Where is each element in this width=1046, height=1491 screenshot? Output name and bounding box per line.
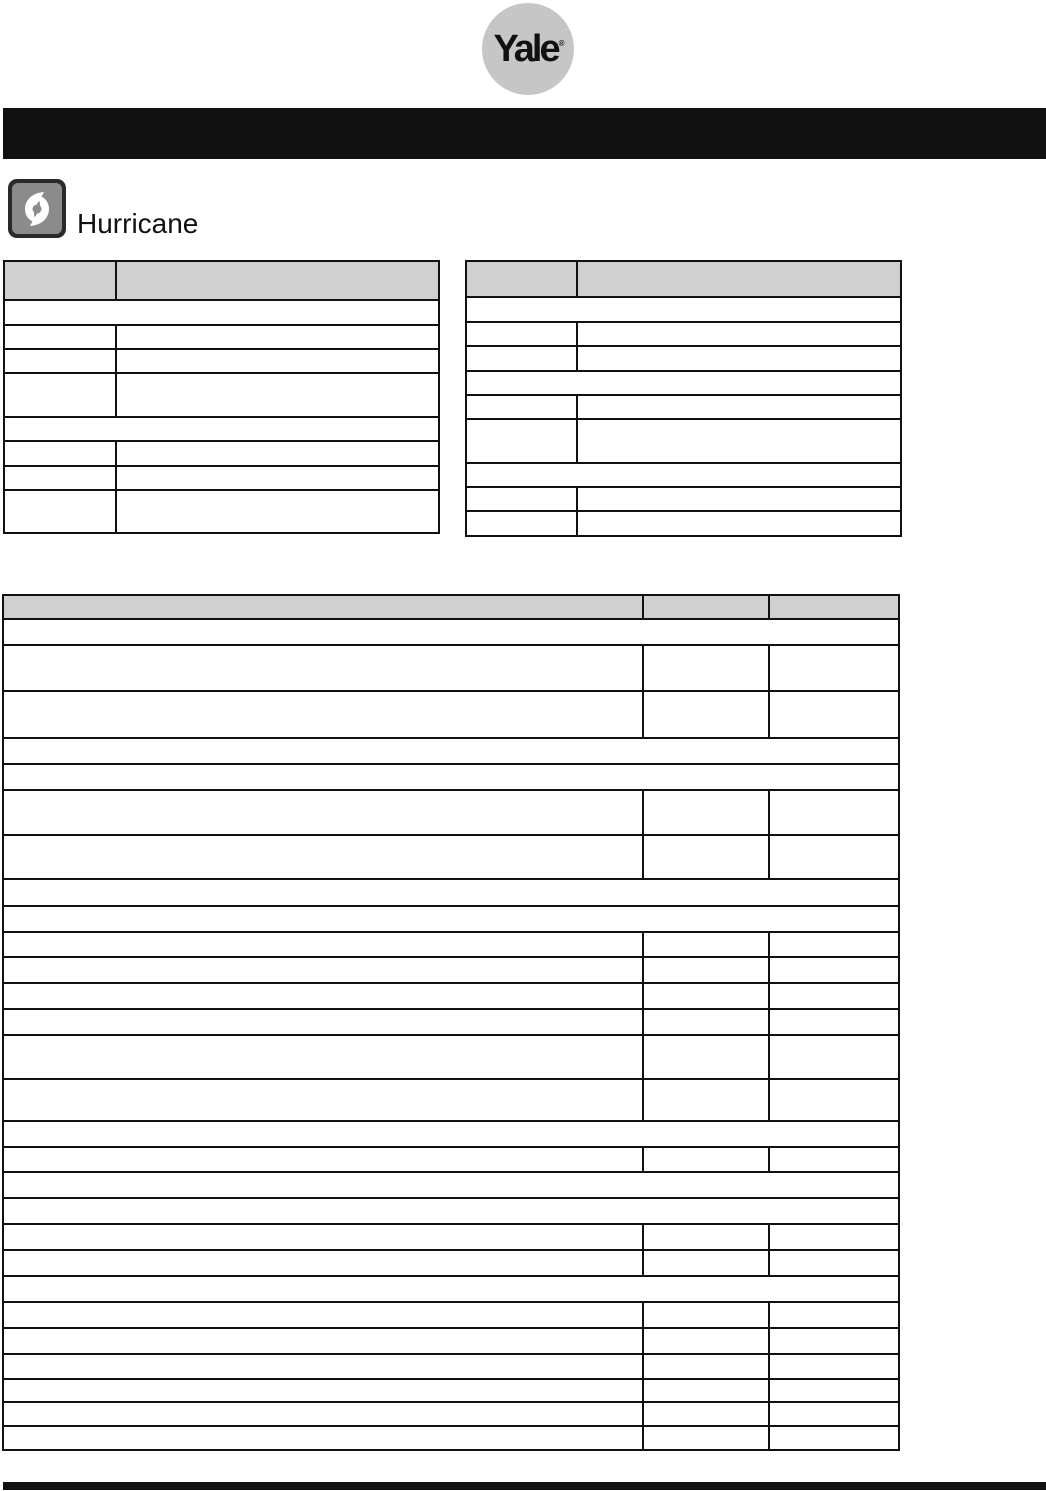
table-cell [3, 957, 643, 983]
table-cell [769, 1250, 899, 1276]
table-cell [466, 419, 577, 463]
part-row [3, 1328, 899, 1354]
spec-row [466, 419, 901, 463]
table-cell [466, 261, 577, 297]
table-cell [4, 417, 439, 441]
table-cell [769, 1354, 899, 1379]
part-row [3, 1402, 899, 1426]
table-cell [643, 1402, 769, 1426]
hurricane-badge [8, 179, 66, 238]
table-cell [116, 349, 439, 373]
spec-row [4, 349, 439, 373]
part-row [3, 932, 899, 957]
table-cell [4, 325, 116, 349]
part-row [3, 983, 899, 1009]
part-row [3, 1302, 899, 1328]
table-cell [643, 645, 769, 691]
table-cell [116, 325, 439, 349]
table-cell [3, 879, 899, 906]
table-cell [3, 595, 643, 619]
table-cell [769, 1224, 899, 1250]
part-row [3, 1009, 899, 1035]
table-cell [4, 349, 116, 373]
part-row [3, 691, 899, 738]
table-cell [643, 983, 769, 1009]
table-cell [3, 983, 643, 1009]
table-cell [3, 738, 899, 764]
spec-row [4, 466, 439, 490]
spec-row [466, 511, 901, 536]
part-row-section-row [3, 1198, 899, 1224]
table-cell [769, 645, 899, 691]
table-cell [643, 1147, 769, 1172]
table-cell [3, 835, 643, 879]
yale-logo [482, 3, 574, 95]
table-cell [3, 1035, 643, 1079]
table-cell [3, 1328, 643, 1354]
table-cell [643, 1250, 769, 1276]
table-cell [466, 346, 577, 371]
spec-row [466, 322, 901, 346]
table-cell [3, 1379, 643, 1402]
part-row-section-row [3, 1172, 899, 1198]
table-cell [3, 790, 643, 835]
table-cell [3, 1147, 643, 1172]
part-row [3, 957, 899, 983]
part-row [3, 1147, 899, 1172]
table-cell [643, 691, 769, 738]
table-cell [3, 1172, 899, 1198]
logo-brand: Yale [493, 27, 558, 70]
table-cell [769, 1147, 899, 1172]
part-row [3, 790, 899, 835]
table-cell [3, 1121, 899, 1147]
part-row-section-row [3, 764, 899, 790]
table-cell [643, 932, 769, 957]
table-cell [643, 1009, 769, 1035]
part-row [3, 1379, 899, 1402]
part-row [3, 1426, 899, 1450]
table-cell [466, 395, 577, 419]
table-cell [3, 619, 899, 645]
table-cell [116, 373, 439, 417]
table-cell [466, 487, 577, 511]
table-cell [466, 297, 901, 322]
table-cell [769, 1009, 899, 1035]
table-cell [769, 932, 899, 957]
spec-row [4, 490, 439, 533]
table-cell [466, 322, 577, 346]
part-row [3, 1250, 899, 1276]
table-cell [3, 1276, 899, 1302]
table-cell [769, 957, 899, 983]
part-row-header [3, 595, 899, 619]
table-cell [3, 1402, 643, 1426]
table-cell [643, 790, 769, 835]
table-cell [769, 983, 899, 1009]
table-cell [643, 957, 769, 983]
spec-row [466, 395, 901, 419]
part-row [3, 1354, 899, 1379]
table-cell [466, 371, 901, 395]
part-row-section-row [3, 1121, 899, 1147]
table-cell [643, 1379, 769, 1402]
table-cell [116, 466, 439, 490]
logo-registered-mark: ® [558, 38, 565, 48]
table-cell [769, 691, 899, 738]
spec-row [4, 441, 439, 466]
part-row-section-row [3, 619, 899, 645]
table-cell [643, 1079, 769, 1121]
table-cell [643, 1328, 769, 1354]
spec-row-section-row [466, 371, 901, 395]
table-cell [116, 441, 439, 466]
table-cell [577, 322, 901, 346]
spec-row-section-row [466, 297, 901, 322]
spec-row-section-row [466, 463, 901, 487]
table-cell [116, 490, 439, 533]
specs-table-left [3, 260, 440, 534]
table-cell [466, 463, 901, 487]
table-cell [643, 835, 769, 879]
spec-row-header [4, 261, 439, 300]
table-cell [577, 395, 901, 419]
table-cell [4, 300, 439, 325]
part-row [3, 835, 899, 879]
header-band [3, 108, 1046, 159]
table-cell [3, 1198, 899, 1224]
table-cell [3, 691, 643, 738]
table-cell [3, 1354, 643, 1379]
table-cell [769, 790, 899, 835]
part-row-section-row [3, 879, 899, 906]
table-cell [643, 1035, 769, 1079]
parts-table [2, 594, 900, 1451]
spec-row [466, 346, 901, 371]
spec-row [4, 325, 439, 349]
table-cell [4, 466, 116, 490]
table-cell [643, 1302, 769, 1328]
table-cell [769, 1379, 899, 1402]
footer-rule [3, 1482, 1046, 1490]
part-row [3, 1224, 899, 1250]
table-cell [769, 1079, 899, 1121]
spec-row-section-row [4, 300, 439, 325]
table-cell [769, 835, 899, 879]
table-cell [116, 261, 439, 300]
table-cell [3, 1009, 643, 1035]
section-title: Hurricane [77, 208, 199, 239]
spec-row-header [466, 261, 901, 297]
table-cell [3, 1250, 643, 1276]
table-cell [577, 511, 901, 536]
table-cell [643, 1354, 769, 1379]
table-cell [577, 261, 901, 297]
spec-row [466, 487, 901, 511]
table-cell [3, 1224, 643, 1250]
table-cell [769, 595, 899, 619]
table-cell [3, 764, 899, 790]
part-row-section-row [3, 738, 899, 764]
table-cell [577, 487, 901, 511]
table-cell [4, 373, 116, 417]
part-row-section-row [3, 906, 899, 932]
table-cell [577, 346, 901, 371]
table-cell [3, 1079, 643, 1121]
table-cell [769, 1302, 899, 1328]
table-cell [3, 645, 643, 691]
table-cell [643, 1426, 769, 1450]
table-cell [4, 490, 116, 533]
table-cell [769, 1426, 899, 1450]
table-cell [3, 906, 899, 932]
table-cell [466, 511, 577, 536]
table-cell [4, 261, 116, 300]
table-cell [3, 1426, 643, 1450]
table-cell [769, 1035, 899, 1079]
spec-row [4, 373, 439, 417]
table-cell [769, 1328, 899, 1354]
specs-table-right [465, 260, 902, 537]
table-cell [769, 1402, 899, 1426]
table-cell [3, 932, 643, 957]
hurricane-icon [17, 187, 57, 231]
table-cell [3, 1302, 643, 1328]
table-cell [643, 1224, 769, 1250]
table-cell [577, 419, 901, 463]
part-row [3, 1035, 899, 1079]
part-row [3, 645, 899, 691]
part-row-section-row [3, 1276, 899, 1302]
table-cell [643, 595, 769, 619]
spec-row-section-row [4, 417, 439, 441]
part-row [3, 1079, 899, 1121]
table-cell [4, 441, 116, 466]
